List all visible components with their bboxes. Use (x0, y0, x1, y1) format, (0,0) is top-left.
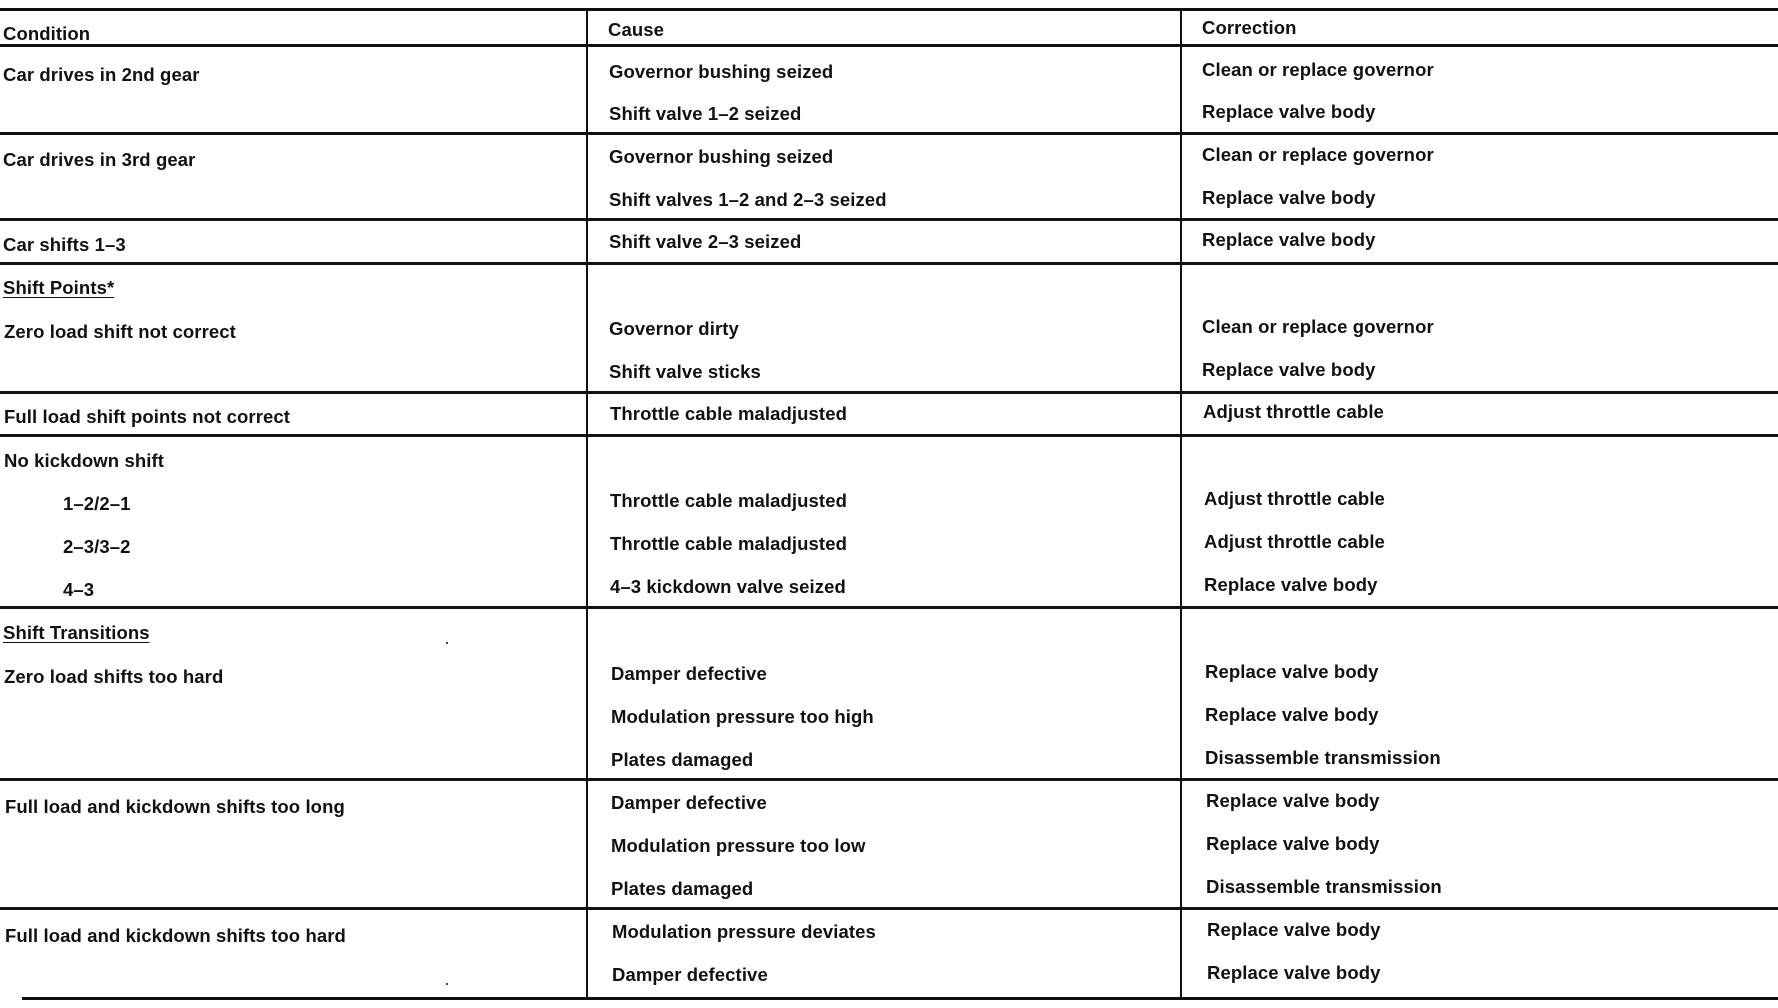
correction-cell: Adjust throttle cable (1203, 401, 1384, 422)
correction-cell: Clean or replace governor (1202, 59, 1434, 80)
cause-cell: Throttle cable maladjusted (610, 490, 847, 511)
row-divider (0, 907, 1778, 910)
row-divider (0, 606, 1778, 609)
correction-cell: Replace valve body (1202, 229, 1376, 250)
cause-cell: Governor bushing seized (609, 146, 834, 167)
column-divider-cause (586, 8, 588, 998)
table-bottom-rule (22, 997, 1778, 1000)
cause-cell: Damper defective (611, 792, 767, 813)
cause-cell: Shift valve 1–2 seized (609, 103, 802, 124)
correction-cell: Disassemble transmission (1205, 747, 1441, 768)
header-cause: Cause (608, 19, 665, 40)
speck (446, 642, 448, 644)
correction-cell: Replace valve body (1204, 574, 1378, 595)
correction-cell: Clean or replace governor (1202, 316, 1434, 337)
correction-cell: Adjust throttle cable (1204, 488, 1385, 509)
cause-cell: Modulation pressure too low (611, 835, 866, 856)
row-divider (0, 391, 1778, 394)
section-heading: Shift Transitions (3, 622, 150, 643)
cause-cell: Shift valve sticks (609, 361, 761, 382)
condition-subitem: 2–3/3–2 (63, 536, 131, 557)
table-top-rule (0, 8, 1778, 11)
correction-cell: Clean or replace governor (1202, 144, 1434, 165)
cause-cell: Shift valves 1–2 and 2–3 seized (609, 189, 887, 210)
correction-cell: Replace valve body (1202, 359, 1376, 380)
header-bottom-rule (0, 44, 1778, 47)
cause-cell: Throttle cable maladjusted (610, 403, 847, 424)
cause-cell: 4–3 kickdown valve seized (610, 576, 846, 597)
condition-cell: Zero load shifts too hard (4, 666, 224, 687)
column-divider-correction (1180, 8, 1182, 998)
condition-cell: Zero load shift not correct (4, 321, 236, 342)
correction-cell: Replace valve body (1202, 101, 1376, 122)
row-divider (0, 434, 1778, 437)
section-heading: Shift Points* (3, 277, 115, 298)
condition-subitem: 4–3 (63, 579, 95, 600)
cause-cell: Shift valve 2–3 seized (609, 231, 802, 252)
cause-cell: Throttle cable maladjusted (610, 533, 847, 554)
header-condition: Condition (3, 23, 91, 44)
correction-cell: Replace valve body (1205, 661, 1379, 682)
condition-subitem: 1–2/2–1 (63, 493, 131, 514)
condition-cell: Full load shift points not correct (4, 406, 291, 427)
correction-cell: Replace valve body (1206, 790, 1380, 811)
correction-cell: Disassemble transmission (1206, 876, 1442, 897)
row-divider (0, 132, 1778, 135)
row-divider (0, 778, 1778, 781)
cause-cell: Modulation pressure too high (611, 706, 874, 727)
header-correction: Correction (1202, 17, 1297, 38)
correction-cell: Replace valve body (1205, 704, 1379, 725)
cause-cell: Governor dirty (609, 318, 739, 339)
cause-cell: Damper defective (612, 964, 768, 985)
cause-cell: Plates damaged (611, 878, 754, 899)
cause-cell: Damper defective (611, 663, 767, 684)
correction-cell: Replace valve body (1202, 187, 1376, 208)
cause-cell: Governor bushing seized (609, 61, 834, 82)
row-divider (0, 218, 1778, 221)
condition-cell: Car shifts 1–3 (3, 234, 126, 255)
row-divider (0, 262, 1778, 265)
correction-cell: Replace valve body (1206, 833, 1380, 854)
condition-cell: Car drives in 3rd gear (3, 149, 196, 170)
cause-cell: Modulation pressure deviates (612, 921, 876, 942)
correction-cell: Replace valve body (1207, 919, 1381, 940)
condition-cell: Car drives in 2nd gear (3, 64, 200, 85)
condition-cell: No kickdown shift (4, 450, 164, 471)
speck (446, 983, 448, 985)
correction-cell: Replace valve body (1207, 962, 1381, 983)
correction-cell: Adjust throttle cable (1204, 531, 1385, 552)
cause-cell: Plates damaged (611, 749, 754, 770)
condition-cell: Full load and kickdown shifts too hard (5, 925, 346, 946)
condition-cell: Full load and kickdown shifts too long (5, 796, 345, 817)
